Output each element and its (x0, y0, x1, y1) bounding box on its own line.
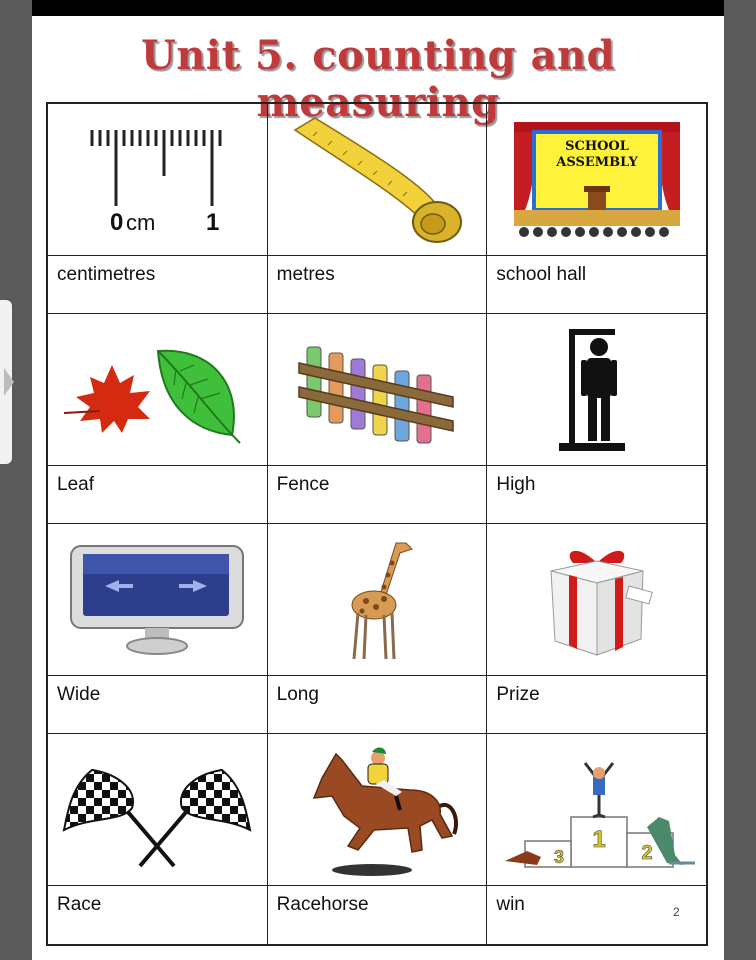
stage-icon (512, 120, 682, 240)
expand-arrow-icon (4, 368, 14, 396)
page-number: 2 (673, 905, 680, 919)
image-row-2 (48, 314, 706, 466)
label-racehorse: Racehorse (268, 886, 488, 944)
label-fence: Fence (268, 466, 488, 524)
image-row-3 (48, 524, 706, 676)
image-row-1 (48, 104, 706, 256)
label-race: Race (48, 886, 268, 944)
picture-cell-prize (487, 524, 706, 676)
label-metres: metres (268, 256, 488, 314)
vocabulary-grid (46, 102, 708, 946)
picture-cell-long (268, 524, 488, 676)
right-frame (724, 0, 756, 960)
label-row-1 (48, 256, 706, 314)
label-school-hall: school hall (487, 256, 706, 314)
assembly-sign-line1: SCHOOL (564, 138, 629, 154)
label-win: win (496, 894, 525, 915)
podium-first-label: 1 (591, 825, 606, 853)
picture-cell-metres (268, 104, 488, 256)
tape-measure-icon (287, 110, 467, 250)
label-long: Long (268, 676, 488, 734)
podium-second-label: 2 (641, 841, 653, 864)
picture-cell-fence (268, 314, 488, 466)
fence-icon (297, 335, 457, 445)
podium-third-label: 3 (553, 846, 564, 867)
worksheet-page (32, 16, 724, 960)
picture-cell-high (487, 314, 706, 466)
leaf-icon (62, 335, 252, 445)
checkered-flags-icon (62, 750, 252, 870)
label-row-2 (48, 466, 706, 524)
label-row-3 (48, 676, 706, 734)
label-row-4 (48, 886, 706, 944)
racehorse-icon (292, 740, 462, 880)
podium-icon (497, 745, 697, 875)
picture-cell-centimetres (48, 104, 268, 256)
label-high: High (487, 466, 706, 524)
ruler-one-label: 1 (206, 208, 220, 236)
ruler-icon (82, 120, 232, 240)
picture-cell-leaf (48, 314, 268, 466)
gift-icon (537, 537, 657, 662)
monitor-icon (67, 542, 247, 657)
left-frame (0, 0, 32, 960)
picture-cell-racehorse (268, 734, 488, 886)
assembly-sign-line2: ASSEMBLY (555, 154, 638, 170)
ruler-unit-label: cm (126, 209, 156, 235)
height-chart-icon (557, 325, 637, 455)
image-row-4 (48, 734, 706, 886)
side-panel-tab[interactable] (0, 300, 12, 464)
picture-cell-race (48, 734, 268, 886)
ruler-zero-label: 0 (110, 208, 124, 236)
picture-cell-school-hall (487, 104, 706, 256)
label-prize: Prize (487, 676, 706, 734)
picture-cell-wide (48, 524, 268, 676)
label-wide: Wide (48, 676, 268, 734)
giraffe-icon (322, 535, 432, 665)
page-title: Unit 5. counting and measuring (140, 32, 616, 126)
label-centimetres: centimetres (48, 256, 268, 314)
picture-cell-win (487, 734, 706, 886)
label-leaf: Leaf (48, 466, 268, 524)
